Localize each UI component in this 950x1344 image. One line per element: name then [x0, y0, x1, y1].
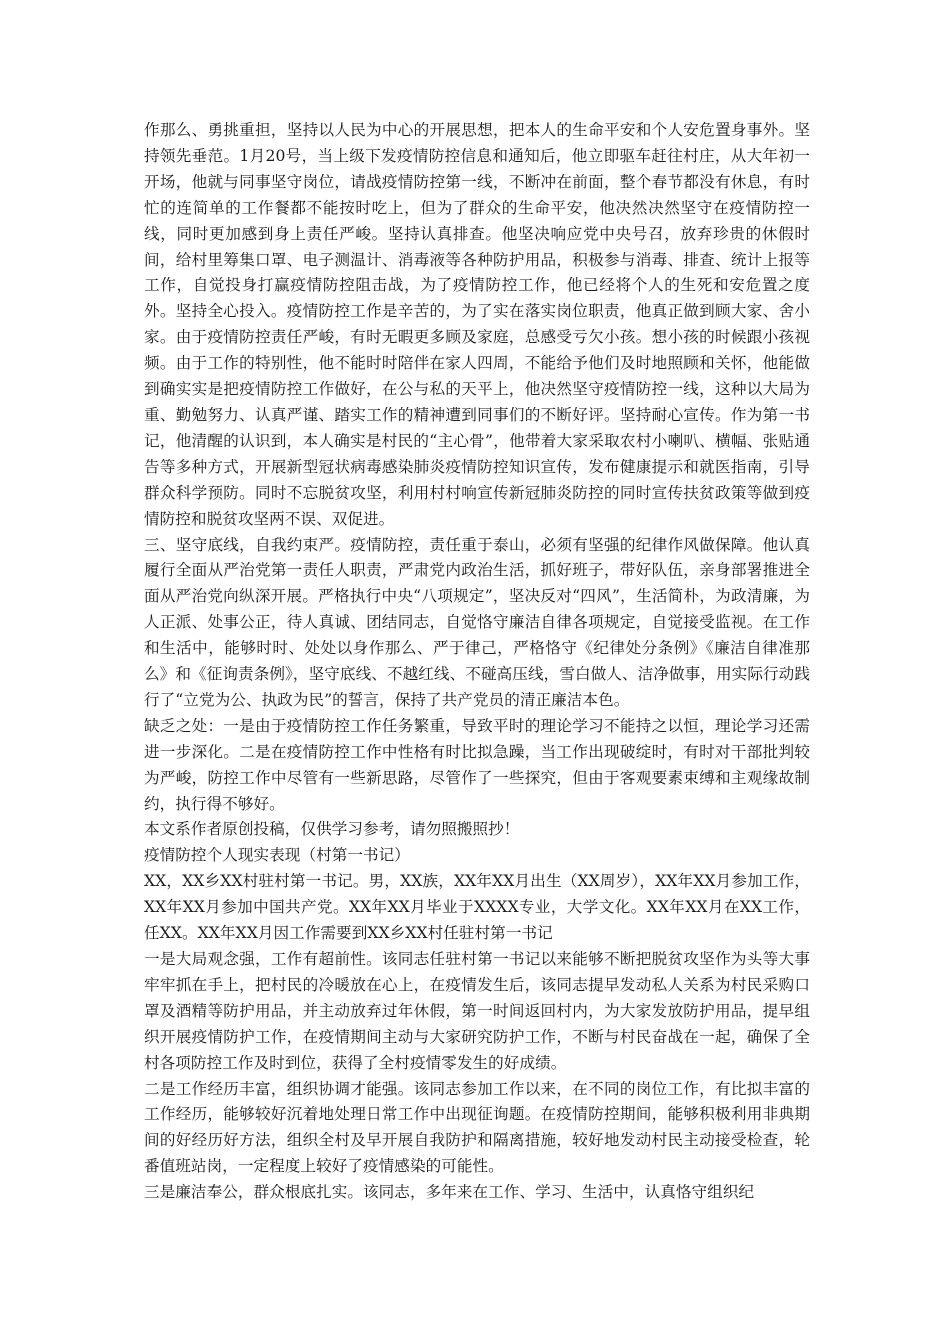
paragraph-copyright-note: 本文系作者原创投稿，仅供学习参考，请勿照搬照抄！ [144, 820, 520, 839]
paragraph-bottom-line-discipline: 三、坚守底线，自我约束严。疫情防控，责任重于泰山，必须有坚强的纪律作风做保障。他认真履行全面从严治党第一责任人职责，严肃党内政治生活，抓好班子，带好队伍，亲身部署推进全面从严治党向纵深开展。严格执行中央“八项规定”，坚决反对“四风”，生活简朴，为政清廉，为人正派、处事公正，待人真诚、团结同志，自觉恪守廉洁自律各项规定，自觉接受监视。在工作和生活中，能够时时、处处以身作那么、严于律己，严格恪守《纪律处分条例》《廉洁自律准那么》和《征询责条例》，坚守底线、不越红线、不碰高压线，雪白做人、洁净做事，用实际行动践行了“立党为公、执政为民”的誓言，保持了共产党员的清正廉洁本色。 [144, 535, 810, 709]
paragraph-shortcomings: 缺乏之处：一是由于疫情防控工作任务繁重，导致平时的理论学习不能持之以恒，理论学习还需进一步深化。二是在疫情防控工作中性格有时比拟急躁，当工作出现破绽时，有时对干部批判较为严峻，防控工作中尽管有一些新思路，尽管作了一些探究，但由于客观要素束缚和主观缘故制约，执行得不够好。 [144, 716, 810, 813]
document-body [144, 118, 810, 1206]
paragraph-personal-info: XX，XX乡XX村驻村第一书记。男，XX族，XX年XX月出生（XX周岁），XX年XX月参加工作，XX年XX月参加中国共产党。XX年XX月毕业于XXXX专业，大学文化。XX年XX月在XX工作，任XX。XX年XX月因工作需要到XX乡XX村任驻村第一书记 [144, 872, 810, 943]
paragraph-point-two: 二是工作经历丰富，组织协调才能强。该同志参加工作以来，在不同的岗位工作，有比拟丰富的工作经历，能够较好沉着地处理日常工作中出现征询题。在疫情防控期间，能够积极利用非典期间的好经历好方法，组织全村及早开展自我防护和隔离措施，较好地发动村民主动接受检查，轮番值班站岗，一定程度上较好了疫情感染的可能性。 [144, 1079, 810, 1176]
paragraph-section-title: 疫情防控个人现实表现（村第一书记） [144, 846, 410, 865]
paragraph-duty-anti-epidemic: 作那么、勇挑重担，坚持以人民为中心的开展思想，把本人的生命平安和个人安危置身事外。坚持领先垂范。1月20号，当上级下发疫情防控信息和通知后，他立即驱车赶往村庄，从大年初一开场，他就与同事坚守岗位，请战疫情防控第一线，不断冲在前面，整个春节都没有休息，有时忙的连简单的工作餐都不能按时吃上，但为了群众的生命平安，他决然决然坚守在疫情防控一线，同时更加感到身上责任严峻。坚持认真排查。他坚决响应党中央号召，放弃珍贵的休假时间，给村里筹集口罩、电子测温计、消毒液等各种防护用品，积极参与消毒、排查、统计上报等工作，自觉投身打赢疫情防控阻击战，为了疫情防控工作，他已经将个人的生死和安危置之度外。坚持全心投入。疫情防控工作是辛苦的，为了实在落实岗位职责，他真正做到顾大家、舍小家。由于疫情防控责任严峻，有时无暇更多顾及家庭，总感受亏欠小孩。想小孩的时候跟小孩视频。由于工作的特别性，他不能时时陪伴在家人四周，不能给予他们及时地照顾和关怀，他能做到确实实是把疫情防控工作做好，在公与私的天平上，他决然坚守疫情防控一线，这种以大局为重、勤勉努力、认真严谨、踏实工作的精神遭到同事们的不断好评。坚持耐心宣传。作为第一书记，他清醒的认识到，本人确实是村民的“主心骨”，他带着大家采取农村小喇叭、横幅、张贴通告等多种方式，开展新型冠状病毒感染肺炎疫情防控知识宣传，发布健康提示和就医指南，引导群众科学预防。同时不忘脱贫攻坚，利用村村响宣传新冠肺炎防控的同时宣传扶贫政策等做到疫情防控和脱贫攻坚两不误、双促进。 [144, 121, 810, 528]
paragraph-point-one: 一是大局观念强，工作有超前性。该同志任驻村第一书记以来能够不断把脱贫攻坚作为头等大事牢牢抓在手上，把村民的冷暖放在心上，在疫情发生后，该同志提早发动私人关系为村民采购口罩及酒精等防护用品，并主动放弃过年休假，第一时间返回村内，为大家发放防护用品，提早组织开展疫情防护工作，在疫情期间主动与大家研究防护工作，不断与村民奋战在一起，确保了全村各项防控工作及时到位，获得了全村疫情零发生的好成绩。 [144, 950, 810, 1072]
paragraph-point-three: 三是廉洁奉公，群众根底扎实。该同志，多年来在工作、学习、生活中，认真恪守组织纪 [144, 1183, 755, 1202]
